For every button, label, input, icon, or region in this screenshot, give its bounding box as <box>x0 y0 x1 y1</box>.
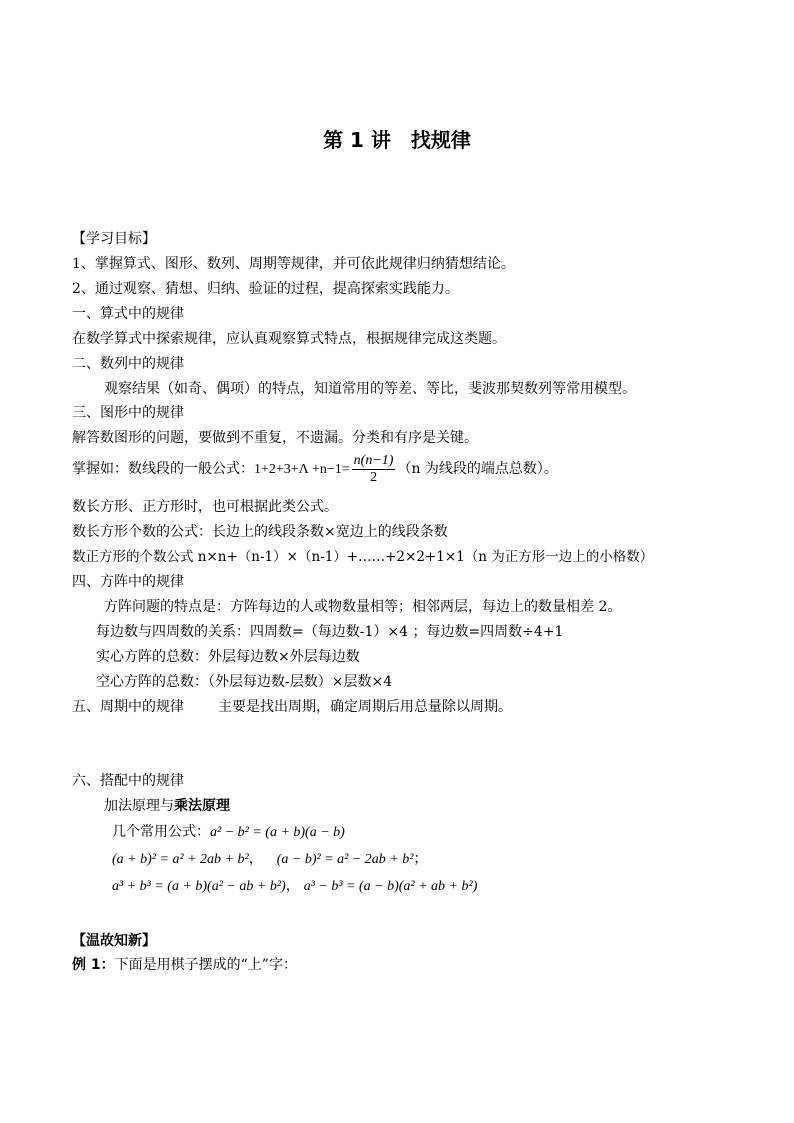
section-3-text: 解答数图形的问题，要做到不重复，不遗漏。分类和有序是关键。 <box>72 430 478 446</box>
square-formula: 数正方形的个数公式 n×n+（n-1）×（n-1）+……+2×2+1×1（n 为正方形一边上的小格数） <box>72 549 654 565</box>
section-4-heading: 四、方阵中的规律 <box>72 574 184 590</box>
section-4-line-4: 空心方阵的总数：（外层每边数-层数）×层数×4 <box>96 674 393 690</box>
section-5-text: 主要是找出周期，确定周期后用总量除以周期。 <box>218 699 512 715</box>
formula-diff-squares: a² − b² = (a + b)(a − b) <box>210 825 345 840</box>
addition-principle: 加法原理与 <box>104 798 174 814</box>
section-4-line-1: 方阵问题的特点是：方阵每边的人或物数量相等；相邻两层，每边上的数量相差 2。 <box>104 599 622 615</box>
section-1-text: 在数学算式中探索规律，应认真观察算式特点，根据规律完成这类题。 <box>72 331 506 347</box>
objective-item-2: 2、通过观察、猜想、归纳、验证的过程，提高探索实践能力。 <box>72 281 459 297</box>
section-6-heading: 六、搭配中的规律 <box>72 773 184 789</box>
section-5-heading: 五、周期中的规律 <box>72 699 184 715</box>
page-title: 第 1 讲 找规律 <box>323 128 471 152</box>
section-2-heading: 二、数列中的规律 <box>72 356 184 372</box>
section-4-line-3: 实心方阵的总数：外层每边数×外层每边数 <box>96 649 360 665</box>
formulas-line-1 <box>112 823 345 842</box>
segment-formula-line <box>72 452 558 487</box>
example-1-label: 例 1： <box>72 957 115 973</box>
segment-formula-prefix: 掌握如：数线段的一般公式： <box>72 461 254 477</box>
segment-formula-fraction <box>352 453 396 486</box>
multiplication-principle: 乘法原理 <box>174 798 230 814</box>
section-4-line-2: 每边数与四周数的关系：四周数=（每边数-1）×4 ；每边数=四周数÷4+1 <box>96 624 564 640</box>
fraction-numerator: n(n−1) <box>353 452 394 468</box>
section-2-text: 观察结果（如奇、偶项）的特点，知道常用的等差、等比，斐波那契数列等常用模型。 <box>104 381 636 397</box>
section-3-heading: 三、图形中的规律 <box>72 405 184 421</box>
fraction-denominator: 2 <box>370 469 378 485</box>
objectives-heading: 【学习目标】 <box>72 231 156 247</box>
formulas-line-3: a³ + b³ = (a + b)(a² − ab + b²)， a³ − b³ = (a − b)(a² + ab + b²) <box>112 878 478 894</box>
segment-formula-suffix: （n 为线段的端点总数）。 <box>397 461 558 477</box>
formula-square-diff: (a − b)² = a² − 2ab + b² <box>276 852 414 867</box>
segment-formula-lhs: 1+2+3+Λ +n−1= <box>254 462 350 477</box>
formulas-line-2: (a + b)² = a² + 2ab + b²， (a − b)² = a² − 2ab + b²； <box>112 851 428 867</box>
formula-cube-sum: a³ + b³ = (a + b)(a² − ab + b²) <box>112 879 286 894</box>
objective-item-1: 1、掌握算式、图形、数列、周期等规律，并可依此规律归纳猜想结论。 <box>72 256 515 272</box>
formulas-intro: 几个常用公式： <box>112 824 210 840</box>
example-1-text: 下面是用棋子摆成的“上”字： <box>114 957 297 973</box>
section-5-line <box>72 698 512 716</box>
section-6-subheading <box>104 797 230 815</box>
rect-formula: 数长方形个数的公式：长边上的线段条数×宽边上的线段条数 <box>72 524 448 540</box>
review-heading: 【温故知新】 <box>72 933 156 949</box>
rect-note: 数长方形、正方形时，也可根据此类公式。 <box>72 499 338 515</box>
section-1-heading: 一、算式中的规律 <box>72 306 184 322</box>
formula-cube-diff: a³ − b³ = (a − b)(a² + ab + b²) <box>303 879 478 894</box>
formula-square-sum: (a + b)² = a² + 2ab + b² <box>112 852 249 867</box>
example-1 <box>72 956 297 974</box>
